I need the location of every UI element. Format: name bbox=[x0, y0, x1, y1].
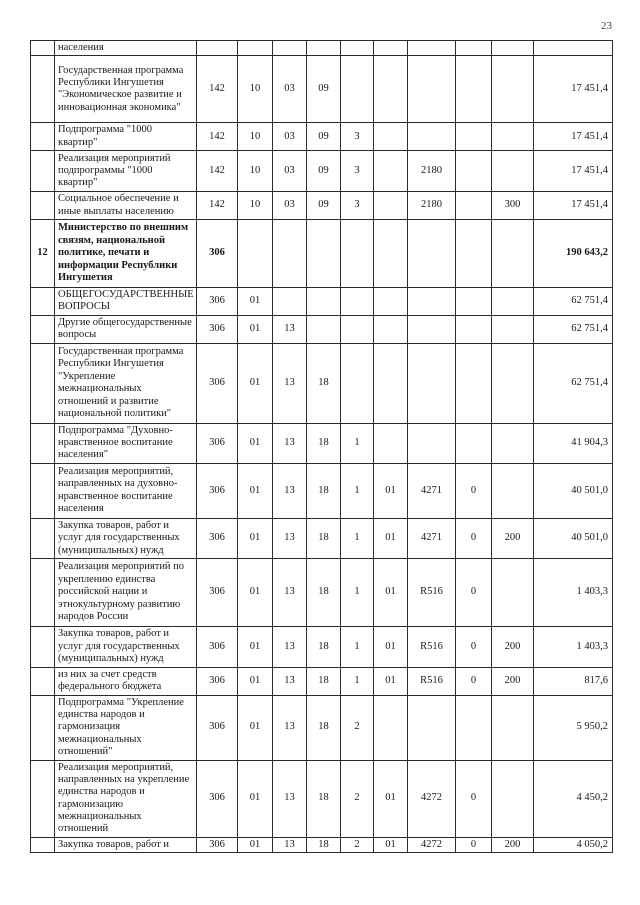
cell-name: Социальное обеспечение и иные выплаты населению bbox=[55, 192, 197, 220]
cell-subsection: 13 bbox=[273, 837, 307, 852]
cell-ministry-code: 306 bbox=[197, 343, 238, 423]
cell-target-suffix bbox=[456, 315, 492, 343]
cell-target-suffix: 0 bbox=[456, 463, 492, 518]
cell-expense-type: 200 bbox=[492, 626, 534, 667]
cell-subprogram bbox=[341, 287, 374, 315]
cell-amount: 1 403,3 bbox=[534, 626, 613, 667]
cell-number bbox=[31, 287, 55, 315]
cell-program: 09 bbox=[307, 151, 341, 192]
cell-amount: 17 451,4 bbox=[534, 192, 613, 220]
cell-direction bbox=[408, 695, 456, 760]
cell-subprogram: 1 bbox=[341, 423, 374, 463]
cell-section: 01 bbox=[238, 423, 273, 463]
page-number: 23 bbox=[601, 20, 612, 32]
cell-ministry-code bbox=[197, 41, 238, 56]
table-row bbox=[31, 151, 613, 192]
cell-amount: 17 451,4 bbox=[534, 56, 613, 123]
cell-section: 01 bbox=[238, 518, 273, 558]
cell-ministry-code: 306 bbox=[197, 837, 238, 852]
table-row bbox=[31, 123, 613, 151]
cell-name: Государственная программа Республики Ингушетия "Укрепление межнациональных отношений и развитие национальной политики" bbox=[55, 343, 197, 423]
table-row bbox=[31, 760, 613, 837]
cell-section: 01 bbox=[238, 315, 273, 343]
table-row bbox=[31, 287, 613, 315]
cell-main-event bbox=[374, 41, 408, 56]
cell-main-event bbox=[374, 343, 408, 423]
cell-number bbox=[31, 56, 55, 123]
cell-section: 01 bbox=[238, 695, 273, 760]
cell-ministry-code: 306 bbox=[197, 518, 238, 558]
cell-expense-type: 200 bbox=[492, 837, 534, 852]
cell-subsection bbox=[273, 41, 307, 56]
cell-expense-type bbox=[492, 41, 534, 56]
cell-main-event: 01 bbox=[374, 837, 408, 852]
cell-amount: 40 501,0 bbox=[534, 518, 613, 558]
cell-subsection: 03 bbox=[273, 123, 307, 151]
cell-expense-type bbox=[492, 56, 534, 123]
cell-name: Реализация мероприятий подпрограммы "1000 квартир" bbox=[55, 151, 197, 192]
cell-direction bbox=[408, 287, 456, 315]
cell-subprogram: 1 bbox=[341, 667, 374, 695]
cell-subsection: 03 bbox=[273, 192, 307, 220]
cell-subsection: 13 bbox=[273, 695, 307, 760]
cell-target-suffix: 0 bbox=[456, 626, 492, 667]
cell-expense-type bbox=[492, 151, 534, 192]
cell-subprogram: 1 bbox=[341, 626, 374, 667]
cell-number bbox=[31, 626, 55, 667]
cell-main-event: 01 bbox=[374, 667, 408, 695]
cell-section: 01 bbox=[238, 760, 273, 837]
table-row bbox=[31, 558, 613, 626]
cell-program: 18 bbox=[307, 423, 341, 463]
cell-amount bbox=[534, 41, 613, 56]
cell-program: 18 bbox=[307, 760, 341, 837]
cell-program bbox=[307, 219, 341, 287]
cell-target-suffix: 0 bbox=[456, 558, 492, 626]
cell-number: 12 bbox=[31, 219, 55, 287]
cell-number bbox=[31, 695, 55, 760]
cell-target-suffix: 0 bbox=[456, 518, 492, 558]
cell-number bbox=[31, 518, 55, 558]
cell-subsection: 13 bbox=[273, 315, 307, 343]
cell-program: 18 bbox=[307, 343, 341, 423]
cell-subprogram bbox=[341, 41, 374, 56]
cell-target-suffix bbox=[456, 695, 492, 760]
cell-section: 01 bbox=[238, 837, 273, 852]
cell-main-event bbox=[374, 123, 408, 151]
cell-subprogram bbox=[341, 56, 374, 123]
cell-program: 18 bbox=[307, 558, 341, 626]
cell-subprogram: 3 bbox=[341, 151, 374, 192]
cell-ministry-code: 306 bbox=[197, 695, 238, 760]
cell-subsection: 13 bbox=[273, 343, 307, 423]
table-row bbox=[31, 626, 613, 667]
cell-main-event bbox=[374, 315, 408, 343]
cell-amount: 40 501,0 bbox=[534, 463, 613, 518]
table-row bbox=[31, 219, 613, 287]
cell-number bbox=[31, 192, 55, 220]
cell-name: из них за счет средств федерального бюджета bbox=[55, 667, 197, 695]
cell-section: 01 bbox=[238, 463, 273, 518]
cell-direction bbox=[408, 423, 456, 463]
cell-amount: 41 904,3 bbox=[534, 423, 613, 463]
cell-amount: 817,6 bbox=[534, 667, 613, 695]
cell-subprogram: 1 bbox=[341, 558, 374, 626]
cell-name: Реализация мероприятий по укреплению единства российской нации и этнокультурному развитию народов России bbox=[55, 558, 197, 626]
cell-program bbox=[307, 287, 341, 315]
cell-target-suffix bbox=[456, 41, 492, 56]
cell-expense-type bbox=[492, 287, 534, 315]
cell-main-event bbox=[374, 287, 408, 315]
table-row bbox=[31, 343, 613, 423]
cell-main-event bbox=[374, 192, 408, 220]
cell-program: 09 bbox=[307, 123, 341, 151]
cell-number bbox=[31, 123, 55, 151]
cell-main-event: 01 bbox=[374, 626, 408, 667]
cell-number bbox=[31, 558, 55, 626]
cell-number bbox=[31, 423, 55, 463]
cell-ministry-code: 142 bbox=[197, 151, 238, 192]
table-row bbox=[31, 56, 613, 123]
cell-direction bbox=[408, 41, 456, 56]
cell-section: 10 bbox=[238, 151, 273, 192]
cell-amount: 190 643,2 bbox=[534, 219, 613, 287]
cell-expense-type bbox=[492, 760, 534, 837]
table-row bbox=[31, 41, 613, 56]
cell-number bbox=[31, 837, 55, 852]
cell-main-event bbox=[374, 695, 408, 760]
cell-number bbox=[31, 463, 55, 518]
cell-direction bbox=[408, 343, 456, 423]
cell-target-suffix bbox=[456, 423, 492, 463]
cell-section: 01 bbox=[238, 343, 273, 423]
cell-number bbox=[31, 41, 55, 56]
cell-ministry-code: 306 bbox=[197, 315, 238, 343]
cell-ministry-code: 306 bbox=[197, 423, 238, 463]
cell-subsection: 13 bbox=[273, 667, 307, 695]
cell-target-suffix bbox=[456, 151, 492, 192]
cell-section bbox=[238, 219, 273, 287]
cell-target-suffix bbox=[456, 343, 492, 423]
cell-target-suffix: 0 bbox=[456, 837, 492, 852]
cell-direction: 4272 bbox=[408, 837, 456, 852]
cell-program: 18 bbox=[307, 837, 341, 852]
cell-main-event: 01 bbox=[374, 463, 408, 518]
cell-name: населения bbox=[55, 41, 197, 56]
cell-target-suffix bbox=[456, 287, 492, 315]
cell-number bbox=[31, 343, 55, 423]
cell-ministry-code: 306 bbox=[197, 287, 238, 315]
cell-name: ОБЩЕГОСУДАРСТВЕННЫЕ ВОПРОСЫ bbox=[55, 287, 197, 315]
cell-subsection: 03 bbox=[273, 56, 307, 123]
cell-subprogram: 2 bbox=[341, 760, 374, 837]
cell-section bbox=[238, 41, 273, 56]
cell-subsection: 13 bbox=[273, 760, 307, 837]
cell-target-suffix bbox=[456, 56, 492, 123]
cell-section: 10 bbox=[238, 56, 273, 123]
cell-subprogram: 2 bbox=[341, 695, 374, 760]
cell-ministry-code: 306 bbox=[197, 626, 238, 667]
cell-amount: 17 451,4 bbox=[534, 151, 613, 192]
cell-expense-type bbox=[492, 123, 534, 151]
cell-ministry-code: 142 bbox=[197, 123, 238, 151]
table-row bbox=[31, 315, 613, 343]
cell-direction: 4271 bbox=[408, 518, 456, 558]
table-row bbox=[31, 695, 613, 760]
cell-subprogram: 3 bbox=[341, 123, 374, 151]
cell-number bbox=[31, 760, 55, 837]
cell-amount: 1 403,3 bbox=[534, 558, 613, 626]
cell-main-event: 01 bbox=[374, 760, 408, 837]
cell-subsection: 13 bbox=[273, 423, 307, 463]
table-row bbox=[31, 192, 613, 220]
cell-number bbox=[31, 667, 55, 695]
cell-direction bbox=[408, 219, 456, 287]
cell-direction: 4271 bbox=[408, 463, 456, 518]
cell-subprogram: 1 bbox=[341, 463, 374, 518]
cell-program: 18 bbox=[307, 626, 341, 667]
cell-subsection: 03 bbox=[273, 151, 307, 192]
cell-direction: R516 bbox=[408, 558, 456, 626]
cell-expense-type bbox=[492, 343, 534, 423]
cell-ministry-code: 306 bbox=[197, 219, 238, 287]
cell-subprogram bbox=[341, 315, 374, 343]
cell-ministry-code: 306 bbox=[197, 558, 238, 626]
cell-name: Закупка товаров, работ и услуг для государственных (муниципальных) нужд bbox=[55, 518, 197, 558]
cell-subsection bbox=[273, 219, 307, 287]
cell-subsection: 13 bbox=[273, 626, 307, 667]
cell-program: 18 bbox=[307, 463, 341, 518]
cell-section: 01 bbox=[238, 626, 273, 667]
cell-expense-type bbox=[492, 463, 534, 518]
cell-program: 09 bbox=[307, 192, 341, 220]
cell-number bbox=[31, 151, 55, 192]
cell-subsection: 13 bbox=[273, 518, 307, 558]
cell-expense-type: 200 bbox=[492, 667, 534, 695]
cell-subprogram: 1 bbox=[341, 518, 374, 558]
cell-ministry-code: 142 bbox=[197, 192, 238, 220]
cell-section: 01 bbox=[238, 558, 273, 626]
cell-expense-type: 200 bbox=[492, 518, 534, 558]
cell-name: Подпрограмма "1000 квартир" bbox=[55, 123, 197, 151]
cell-program: 09 bbox=[307, 56, 341, 123]
cell-name: Закупка товаров, работ и услуг для государственных (муниципальных) нужд bbox=[55, 626, 197, 667]
cell-target-suffix bbox=[456, 123, 492, 151]
cell-ministry-code: 306 bbox=[197, 463, 238, 518]
cell-subprogram: 2 bbox=[341, 837, 374, 852]
cell-amount: 62 751,4 bbox=[534, 287, 613, 315]
cell-subsection bbox=[273, 287, 307, 315]
cell-direction: 2180 bbox=[408, 192, 456, 220]
cell-main-event bbox=[374, 56, 408, 123]
cell-main-event bbox=[374, 219, 408, 287]
cell-target-suffix: 0 bbox=[456, 667, 492, 695]
cell-section: 10 bbox=[238, 192, 273, 220]
cell-direction: 4272 bbox=[408, 760, 456, 837]
cell-number bbox=[31, 315, 55, 343]
cell-main-event bbox=[374, 151, 408, 192]
cell-section: 01 bbox=[238, 667, 273, 695]
table-body bbox=[31, 41, 613, 853]
cell-direction bbox=[408, 123, 456, 151]
cell-name: Подпрограмма "Укрепление единства народов и гармонизация межнациональных отношений" bbox=[55, 695, 197, 760]
cell-direction: R516 bbox=[408, 626, 456, 667]
cell-name: Реализация мероприятий, направленных на духовно-нравственное воспитание населения bbox=[55, 463, 197, 518]
cell-main-event: 01 bbox=[374, 558, 408, 626]
cell-direction bbox=[408, 315, 456, 343]
cell-target-suffix: 0 bbox=[456, 760, 492, 837]
cell-expense-type bbox=[492, 423, 534, 463]
cell-program: 18 bbox=[307, 667, 341, 695]
cell-subprogram: 3 bbox=[341, 192, 374, 220]
cell-amount: 4 450,2 bbox=[534, 760, 613, 837]
cell-amount: 5 950,2 bbox=[534, 695, 613, 760]
cell-subsection: 13 bbox=[273, 463, 307, 518]
table-row bbox=[31, 837, 613, 852]
cell-subsection: 13 bbox=[273, 558, 307, 626]
cell-program bbox=[307, 41, 341, 56]
cell-amount: 62 751,4 bbox=[534, 343, 613, 423]
cell-name: Министерство по внешним связям, национальной политике, печати и информации Республики Ингушетия bbox=[55, 219, 197, 287]
table-row bbox=[31, 518, 613, 558]
cell-expense-type bbox=[492, 315, 534, 343]
table-row bbox=[31, 463, 613, 518]
cell-direction: 2180 bbox=[408, 151, 456, 192]
cell-name: Другие общегосударственные вопросы bbox=[55, 315, 197, 343]
cell-ministry-code: 306 bbox=[197, 760, 238, 837]
cell-name: Государственная программа Республики Ингушетия "Экономическое развитие и инновационная экономика" bbox=[55, 56, 197, 123]
cell-ministry-code: 142 bbox=[197, 56, 238, 123]
cell-section: 01 bbox=[238, 287, 273, 315]
cell-name: Подпрограмма "Духовно-нравственное воспитание населения" bbox=[55, 423, 197, 463]
table-row bbox=[31, 667, 613, 695]
cell-expense-type: 300 bbox=[492, 192, 534, 220]
cell-expense-type bbox=[492, 695, 534, 760]
cell-amount: 17 451,4 bbox=[534, 123, 613, 151]
cell-program: 18 bbox=[307, 695, 341, 760]
cell-amount: 4 050,2 bbox=[534, 837, 613, 852]
cell-main-event: 01 bbox=[374, 518, 408, 558]
cell-amount: 62 751,4 bbox=[534, 315, 613, 343]
cell-program bbox=[307, 315, 341, 343]
cell-direction: R516 bbox=[408, 667, 456, 695]
cell-expense-type bbox=[492, 558, 534, 626]
cell-ministry-code: 306 bbox=[197, 667, 238, 695]
cell-name: Реализация мероприятий, направленных на укрепление единства народов и гармонизацию межнациональных отношений bbox=[55, 760, 197, 837]
cell-section: 10 bbox=[238, 123, 273, 151]
cell-subprogram bbox=[341, 343, 374, 423]
cell-name: Закупка товаров, работ и bbox=[55, 837, 197, 852]
budget-table bbox=[30, 40, 613, 853]
cell-target-suffix bbox=[456, 192, 492, 220]
cell-program: 18 bbox=[307, 518, 341, 558]
cell-subprogram bbox=[341, 219, 374, 287]
table-row bbox=[31, 423, 613, 463]
cell-target-suffix bbox=[456, 219, 492, 287]
cell-main-event bbox=[374, 423, 408, 463]
cell-expense-type bbox=[492, 219, 534, 287]
cell-direction bbox=[408, 56, 456, 123]
